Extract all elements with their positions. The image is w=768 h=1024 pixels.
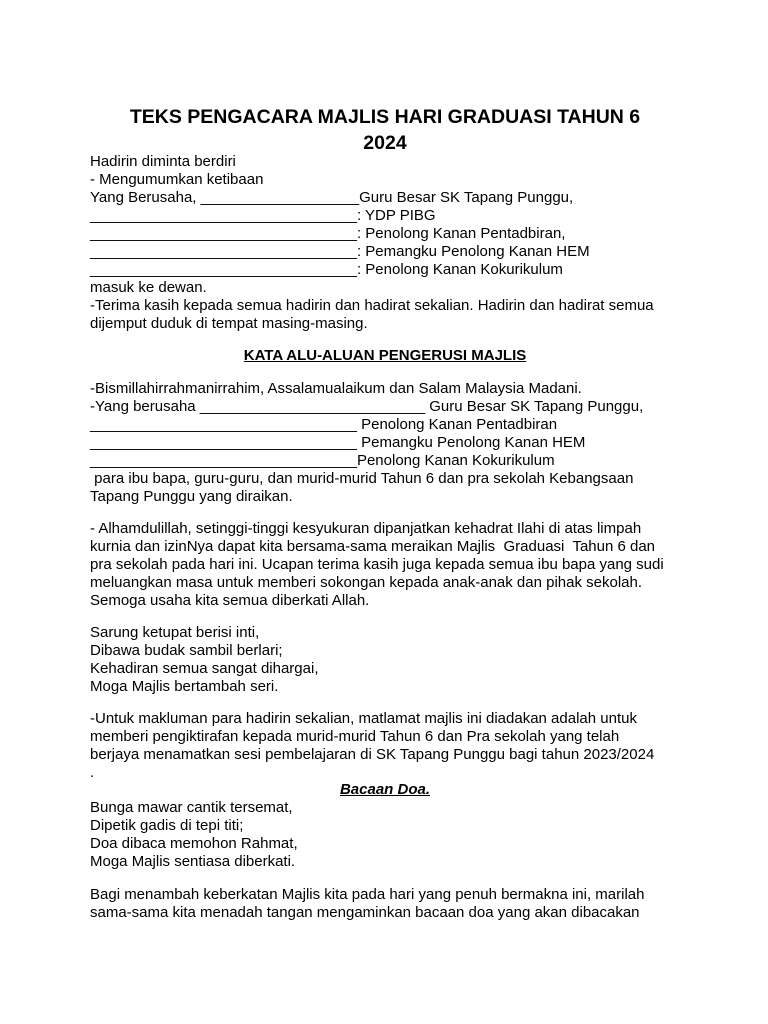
welcome-line: ________________________________ Penolong Kanan Pentadbiran [90, 416, 558, 433]
opening-line: masuk ke dewan. [90, 279, 207, 296]
objective-line: berjaya menamatkan sesi pembelajaran di SK Tapang Punggu bagi tahun 2023/2024 [90, 746, 655, 763]
welcome-line: Tapang Punggu yang diraikan. [90, 488, 293, 505]
opening-line: - Mengumumkan ketibaan [90, 171, 264, 188]
welcome-line: ________________________________Penolong Kanan Kokurikulum [90, 452, 555, 469]
section-heading: KATA ALU-ALUAN PENGERUSI MAJLIS [243, 347, 527, 364]
pantun-line: Moga Majlis sentiasa diberkati. [90, 853, 296, 870]
pantun-line: Kehadiran semua sangat dihargai, [90, 660, 319, 677]
pantun-line: Dipetik gadis di tepi titi; [90, 817, 244, 834]
pantun-line: Dibawa budak sambil berlari; [90, 642, 283, 659]
welcome-line: para ibu bapa, guru-guru, dan murid-murid Tahun 6 dan pra sekolah Kebangsaan [90, 470, 634, 487]
pantun-line: Doa dibaca memohon Rahmat, [90, 835, 298, 852]
gratitude-line: pra sekolah pada hari ini. Ucapan terima kasih juga kepada semua ibu bapa yang sudi [90, 556, 664, 573]
gratitude-line: kurnia dan izinNya dapat kita bersama-sama meraikan Majlis Graduasi Tahun 6 dan [90, 538, 656, 555]
doa-heading: Bacaan Doa. [339, 781, 431, 798]
opening-line: ________________________________: Penolong Kanan Pentadbiran, [90, 225, 566, 242]
opening-line: -Terima kasih kepada semua hadirin dan hadirat sekalian. Hadirin dan hadirat semua [90, 297, 654, 314]
title-line-2: 2024 [363, 132, 407, 154]
title-line-1: TEKS PENGACARA MAJLIS HARI GRADUASI TAHUN 6 [129, 106, 641, 128]
opening-line: ________________________________: Penolong Kanan Kokurikulum [90, 261, 563, 278]
objective-line: . [90, 764, 95, 781]
pantun-line: Moga Majlis bertambah seri. [90, 678, 279, 695]
pantun-line: Bunga mawar cantik tersemat, [90, 799, 293, 816]
welcome-line: ________________________________ Pemangku Penolong Kanan HEM [90, 434, 586, 451]
opening-line: Yang Berusaha, ___________________Guru Besar SK Tapang Punggu, [90, 189, 574, 206]
welcome-line: -Yang berusaha ___________________________ Guru Besar SK Tapang Punggu, [90, 398, 644, 415]
closing-line: sama-sama kita menadah tangan mengaminkan bacaan doa yang akan dibacakan [90, 904, 640, 921]
gratitude-line: - Alhamdulillah, setinggi-tinggi kesyukuran dipanjatkan kehadrat Ilahi di atas limpah [90, 520, 642, 537]
opening-line: ________________________________: YDP PIBG [90, 207, 436, 224]
document-title [90, 104, 680, 156]
objective-line: -Untuk makluman para hadirin sekalian, matlamat majlis ini diadakan adalah untuk [90, 710, 637, 727]
opening-line: Hadirin diminta berdiri [90, 153, 236, 170]
pantun-line: Sarung ketupat berisi inti, [90, 624, 260, 641]
closing-line: Bagi menambah keberkatan Majlis kita pada hari yang penuh bermakna ini, marilah [90, 886, 645, 903]
gratitude-line: meluangkan masa untuk memberi sokongan kepada anak-anak dan pihak sekolah. [90, 574, 643, 591]
gratitude-line: Semoga usaha kita semua diberkati Allah. [90, 592, 370, 609]
opening-line: ________________________________: Pemangku Penolong Kanan HEM [90, 243, 590, 260]
welcome-line: -Bismillahirrahmanirrahim, Assalamualaikum dan Salam Malaysia Madani. [90, 380, 582, 397]
objective-line: memberi pengiktirafan kepada murid-murid Tahun 6 dan Pra sekolah yang telah [90, 728, 620, 745]
opening-line: dijemput duduk di tempat masing-masing. [90, 315, 368, 332]
